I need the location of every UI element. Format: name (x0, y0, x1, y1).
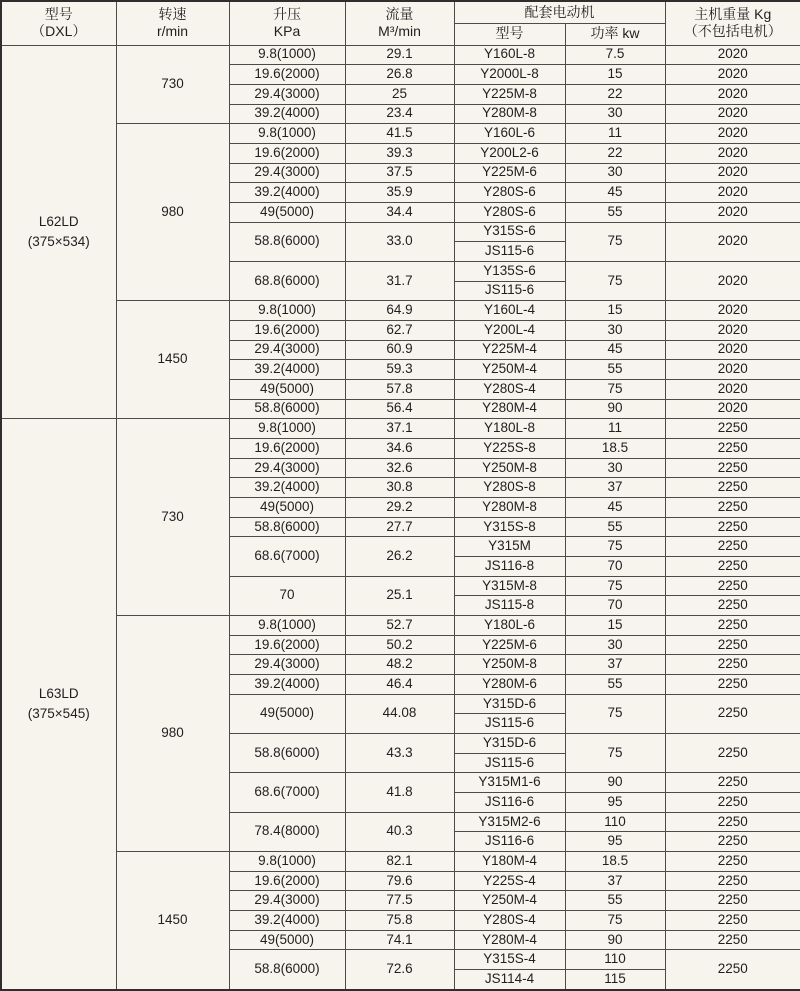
cell-weight: 2250 (665, 497, 800, 517)
cell-flow: 37.5 (345, 163, 454, 183)
cell-motor-model: Y315M-8 (454, 576, 565, 596)
cell-pressure: 9.8(1000) (229, 45, 345, 65)
cell-weight: 2250 (665, 832, 800, 852)
cell-flow: 82.1 (345, 852, 454, 872)
cell-power: 18.5 (565, 438, 665, 458)
cell-weight: 2250 (665, 891, 800, 911)
cell-flow: 72.6 (345, 950, 454, 990)
cell-weight: 2020 (665, 360, 800, 380)
cell-pressure: 29.4(3000) (229, 458, 345, 478)
cell-flow: 25.1 (345, 576, 454, 615)
cell-motor-model: JS115-6 (454, 242, 565, 262)
cell-pressure: 39.2(4000) (229, 360, 345, 380)
header-speed (116, 1, 229, 45)
cell-power: 75 (565, 911, 665, 931)
cell-flow: 27.7 (345, 517, 454, 537)
cell-flow: 79.6 (345, 871, 454, 891)
spec-table-body (1, 45, 800, 990)
cell-weight: 2250 (665, 438, 800, 458)
cell-weight: 2250 (665, 635, 800, 655)
cell-weight: 2020 (665, 65, 800, 85)
cell-weight: 2250 (665, 556, 800, 576)
cell-weight: 2250 (665, 950, 800, 990)
cell-motor-model: Y280S-8 (454, 478, 565, 498)
cell-pressure: 19.6(2000) (229, 635, 345, 655)
cell-power: 22 (565, 84, 665, 104)
cell-speed: 980 (116, 615, 229, 851)
cell-motor-model: Y180L-6 (454, 615, 565, 635)
cell-motor-model: Y315M2-6 (454, 812, 565, 832)
cell-pressure: 29.4(3000) (229, 340, 345, 360)
cell-pressure: 19.6(2000) (229, 320, 345, 340)
cell-motor-model: Y225M-6 (454, 163, 565, 183)
cell-motor-model: Y280M-6 (454, 675, 565, 695)
cell-motor-model: Y180L-8 (454, 419, 565, 439)
header-model (1, 1, 116, 45)
table-row (1, 615, 800, 635)
cell-weight: 2250 (665, 655, 800, 675)
cell-power: 55 (565, 517, 665, 537)
header-pressure (229, 1, 345, 45)
cell-motor-model: JS114-4 (454, 970, 565, 990)
cell-pressure: 9.8(1000) (229, 419, 345, 439)
cell-motor-model: Y2000L-8 (454, 65, 565, 85)
cell-pressure: 49(5000) (229, 694, 345, 733)
cell-weight: 2020 (665, 104, 800, 124)
cell-power: 30 (565, 635, 665, 655)
model-size-line: (375×534) (27, 233, 90, 249)
cell-pressure: 39.2(4000) (229, 104, 345, 124)
header-flow-line1: 流量 (385, 5, 414, 22)
cell-weight: 2250 (665, 793, 800, 813)
cell-motor-model: JS115-6 (454, 281, 565, 301)
cell-flow: 59.3 (345, 360, 454, 380)
cell-weight: 2020 (665, 320, 800, 340)
cell-flow: 74.1 (345, 930, 454, 950)
cell-pressure: 58.8(6000) (229, 950, 345, 990)
cell-flow: 62.7 (345, 320, 454, 340)
cell-motor-model: Y160L-4 (454, 301, 565, 321)
cell-weight: 2020 (665, 301, 800, 321)
cell-weight: 2250 (665, 576, 800, 596)
cell-pressure: 39.2(4000) (229, 478, 345, 498)
cell-pressure: 39.2(4000) (229, 911, 345, 931)
header-weight-line2: （不包括电机） (683, 23, 782, 40)
table-row (1, 45, 800, 65)
header-model-line1: 型号 (44, 5, 73, 22)
cell-weight: 2020 (665, 222, 800, 261)
cell-motor-model: Y315M1-6 (454, 773, 565, 793)
cell-pressure: 9.8(1000) (229, 615, 345, 635)
cell-power: 37 (565, 478, 665, 498)
cell-flow: 44.08 (345, 694, 454, 733)
cell-power: 55 (565, 202, 665, 222)
cell-weight: 2250 (665, 537, 800, 557)
cell-weight: 2250 (665, 694, 800, 733)
cell-pressure: 19.6(2000) (229, 143, 345, 163)
cell-power: 45 (565, 340, 665, 360)
cell-power: 75 (565, 576, 665, 596)
cell-pressure: 68.6(7000) (229, 773, 345, 812)
cell-power: 37 (565, 871, 665, 891)
cell-flow: 75.8 (345, 911, 454, 931)
cell-power: 55 (565, 360, 665, 380)
cell-weight: 2250 (665, 517, 800, 537)
header-flow-line2: M³/min (378, 23, 421, 40)
cell-pressure: 49(5000) (229, 202, 345, 222)
cell-motor-model: Y200L-4 (454, 320, 565, 340)
cell-power: 30 (565, 320, 665, 340)
cell-flow: 52.7 (345, 615, 454, 635)
cell-motor-model: Y315S-8 (454, 517, 565, 537)
cell-motor-model: Y225S-4 (454, 871, 565, 891)
cell-power: 18.5 (565, 852, 665, 872)
cell-power: 75 (565, 537, 665, 557)
cell-flow: 57.8 (345, 379, 454, 399)
cell-weight: 2250 (665, 596, 800, 616)
cell-flow: 26.8 (345, 65, 454, 85)
cell-weight: 2250 (665, 478, 800, 498)
cell-motor-model: Y280M-8 (454, 104, 565, 124)
cell-pressure: 19.6(2000) (229, 438, 345, 458)
cell-model (1, 45, 116, 419)
cell-power: 95 (565, 793, 665, 813)
cell-pressure: 58.8(6000) (229, 734, 345, 773)
cell-motor-model: Y280S-4 (454, 379, 565, 399)
cell-flow: 56.4 (345, 399, 454, 419)
cell-flow: 30.8 (345, 478, 454, 498)
cell-pressure: 9.8(1000) (229, 301, 345, 321)
cell-motor-model: Y315D-6 (454, 734, 565, 754)
cell-weight: 2250 (665, 458, 800, 478)
cell-pressure: 58.8(6000) (229, 399, 345, 419)
cell-flow: 29.1 (345, 45, 454, 65)
cell-power: 7.5 (565, 45, 665, 65)
cell-power: 30 (565, 104, 665, 124)
cell-power: 90 (565, 773, 665, 793)
cell-pressure: 9.8(1000) (229, 852, 345, 872)
cell-power: 75 (565, 222, 665, 261)
model-name-line: L63LD (38, 685, 79, 701)
cell-motor-model: Y280M-8 (454, 497, 565, 517)
cell-weight: 2020 (665, 124, 800, 144)
header-weight (665, 1, 800, 45)
cell-motor-model: JS115-6 (454, 714, 565, 734)
cell-speed: 730 (116, 419, 229, 616)
cell-flow: 46.4 (345, 675, 454, 695)
cell-motor-model: JS115-6 (454, 753, 565, 773)
cell-weight: 2250 (665, 675, 800, 695)
cell-flow: 48.2 (345, 655, 454, 675)
cell-flow: 43.3 (345, 734, 454, 773)
cell-power: 95 (565, 832, 665, 852)
cell-pressure: 70 (229, 576, 345, 615)
cell-power: 11 (565, 124, 665, 144)
cell-flow: 34.6 (345, 438, 454, 458)
cell-flow: 34.4 (345, 202, 454, 222)
cell-pressure: 29.4(3000) (229, 891, 345, 911)
cell-motor-model: Y280S-6 (454, 183, 565, 203)
cell-power: 22 (565, 143, 665, 163)
cell-pressure: 49(5000) (229, 379, 345, 399)
header-motor-model: 型号 (454, 23, 565, 45)
cell-flow: 64.9 (345, 301, 454, 321)
cell-power: 110 (565, 950, 665, 970)
header-motor-power: 功率 kw (565, 23, 665, 45)
cell-flow: 60.9 (345, 340, 454, 360)
cell-speed: 1450 (116, 852, 229, 990)
cell-weight: 2020 (665, 399, 800, 419)
cell-pressure: 58.8(6000) (229, 222, 345, 261)
cell-flow: 35.9 (345, 183, 454, 203)
cell-motor-model: Y135S-6 (454, 261, 565, 281)
cell-pressure: 19.6(2000) (229, 65, 345, 85)
cell-motor-model: Y200L2-6 (454, 143, 565, 163)
cell-motor-model: Y250M-4 (454, 360, 565, 380)
header-pressure-line2: KPa (273, 23, 301, 40)
cell-pressure: 39.2(4000) (229, 675, 345, 695)
header-model-line2: （DXL） (31, 23, 87, 40)
cell-weight: 2250 (665, 734, 800, 773)
cell-weight: 2250 (665, 930, 800, 950)
cell-weight: 2020 (665, 143, 800, 163)
cell-pressure: 39.2(4000) (229, 183, 345, 203)
cell-weight: 2250 (665, 871, 800, 891)
model-size-line: (375×545) (27, 706, 90, 722)
cell-pressure: 68.6(7000) (229, 537, 345, 576)
cell-motor-model: JS116-8 (454, 556, 565, 576)
cell-power: 75 (565, 694, 665, 733)
cell-flow: 33.0 (345, 222, 454, 261)
cell-motor-model: Y280M-4 (454, 930, 565, 950)
cell-weight: 2020 (665, 340, 800, 360)
cell-power: 75 (565, 734, 665, 773)
table-row (1, 419, 800, 439)
cell-weight: 2250 (665, 852, 800, 872)
cell-weight: 2020 (665, 163, 800, 183)
cell-pressure: 9.8(1000) (229, 124, 345, 144)
cell-weight: 2020 (665, 183, 800, 203)
cell-pressure: 29.4(3000) (229, 84, 345, 104)
cell-weight: 2020 (665, 84, 800, 104)
cell-motor-model: Y160L-8 (454, 45, 565, 65)
cell-motor-model: Y315M (454, 537, 565, 557)
header-weight-line1: 主机重量 Kg (694, 5, 772, 22)
cell-power: 75 (565, 261, 665, 300)
cell-flow: 25 (345, 84, 454, 104)
cell-motor-model: Y225S-8 (454, 438, 565, 458)
cell-power: 11 (565, 419, 665, 439)
model-name-line: L62LD (38, 213, 79, 229)
cell-weight: 2250 (665, 615, 800, 635)
table-row (1, 124, 800, 144)
cell-power: 30 (565, 163, 665, 183)
cell-flow: 32.6 (345, 458, 454, 478)
cell-motor-model: Y280S-4 (454, 911, 565, 931)
cell-weight: 2250 (665, 812, 800, 832)
cell-flow: 41.8 (345, 773, 454, 812)
table-header (1, 1, 800, 45)
cell-flow: 37.1 (345, 419, 454, 439)
cell-motor-model: Y280S-6 (454, 202, 565, 222)
table-row (1, 852, 800, 872)
cell-power: 90 (565, 399, 665, 419)
cell-motor-model: Y225M-6 (454, 635, 565, 655)
cell-power: 110 (565, 812, 665, 832)
cell-motor-model: Y315S-4 (454, 950, 565, 970)
cell-speed: 730 (116, 45, 229, 124)
cell-power: 55 (565, 891, 665, 911)
cell-pressure: 49(5000) (229, 930, 345, 950)
cell-pressure: 78.4(8000) (229, 812, 345, 851)
header-speed-line2: r/min (156, 23, 189, 40)
cell-pressure: 29.4(3000) (229, 163, 345, 183)
cell-motor-model: Y280M-4 (454, 399, 565, 419)
cell-weight: 2020 (665, 261, 800, 300)
cell-speed: 1450 (116, 301, 229, 419)
cell-pressure: 49(5000) (229, 497, 345, 517)
cell-model (1, 419, 116, 990)
cell-motor-model: Y225M-4 (454, 340, 565, 360)
cell-flow: 23.4 (345, 104, 454, 124)
cell-flow: 40.3 (345, 812, 454, 851)
cell-pressure: 29.4(3000) (229, 655, 345, 675)
cell-power: 15 (565, 65, 665, 85)
cell-weight: 2020 (665, 45, 800, 65)
header-row-1 (1, 1, 800, 23)
cell-motor-model: Y250M-4 (454, 891, 565, 911)
cell-pressure: 19.6(2000) (229, 871, 345, 891)
cell-power: 37 (565, 655, 665, 675)
cell-power: 90 (565, 930, 665, 950)
cell-motor-model: Y225M-8 (454, 84, 565, 104)
header-speed-line1: 转速 (158, 5, 187, 22)
cell-flow: 29.2 (345, 497, 454, 517)
cell-weight: 2020 (665, 379, 800, 399)
header-pressure-line1: 升压 (273, 5, 301, 22)
cell-motor-model: Y250M-8 (454, 655, 565, 675)
cell-power: 45 (565, 497, 665, 517)
cell-flow: 31.7 (345, 261, 454, 300)
cell-power: 30 (565, 458, 665, 478)
cell-pressure: 68.8(6000) (229, 261, 345, 300)
cell-flow: 41.5 (345, 124, 454, 144)
cell-motor-model: Y160L-6 (454, 124, 565, 144)
cell-power: 15 (565, 615, 665, 635)
cell-motor-model: Y315S-6 (454, 222, 565, 242)
header-flow (345, 1, 454, 45)
table-row (1, 301, 800, 321)
cell-speed: 980 (116, 124, 229, 301)
cell-power: 55 (565, 675, 665, 695)
cell-motor-model: Y315D-6 (454, 694, 565, 714)
cell-power: 70 (565, 596, 665, 616)
cell-weight: 2250 (665, 419, 800, 439)
cell-pressure: 58.8(6000) (229, 517, 345, 537)
cell-flow: 39.3 (345, 143, 454, 163)
cell-weight: 2020 (665, 202, 800, 222)
cell-power: 75 (565, 379, 665, 399)
cell-flow: 77.5 (345, 891, 454, 911)
cell-power: 45 (565, 183, 665, 203)
header-motor-group: 配套电动机 (454, 1, 665, 23)
cell-flow: 50.2 (345, 635, 454, 655)
cell-power: 115 (565, 970, 665, 990)
cell-motor-model: Y180M-4 (454, 852, 565, 872)
cell-power: 15 (565, 301, 665, 321)
cell-power: 70 (565, 556, 665, 576)
cell-motor-model: JS116-6 (454, 793, 565, 813)
cell-weight: 2250 (665, 911, 800, 931)
cell-motor-model: JS116-6 (454, 832, 565, 852)
cell-motor-model: Y250M-8 (454, 458, 565, 478)
cell-motor-model: JS115-8 (454, 596, 565, 616)
cell-weight: 2250 (665, 773, 800, 793)
cell-flow: 26.2 (345, 537, 454, 576)
